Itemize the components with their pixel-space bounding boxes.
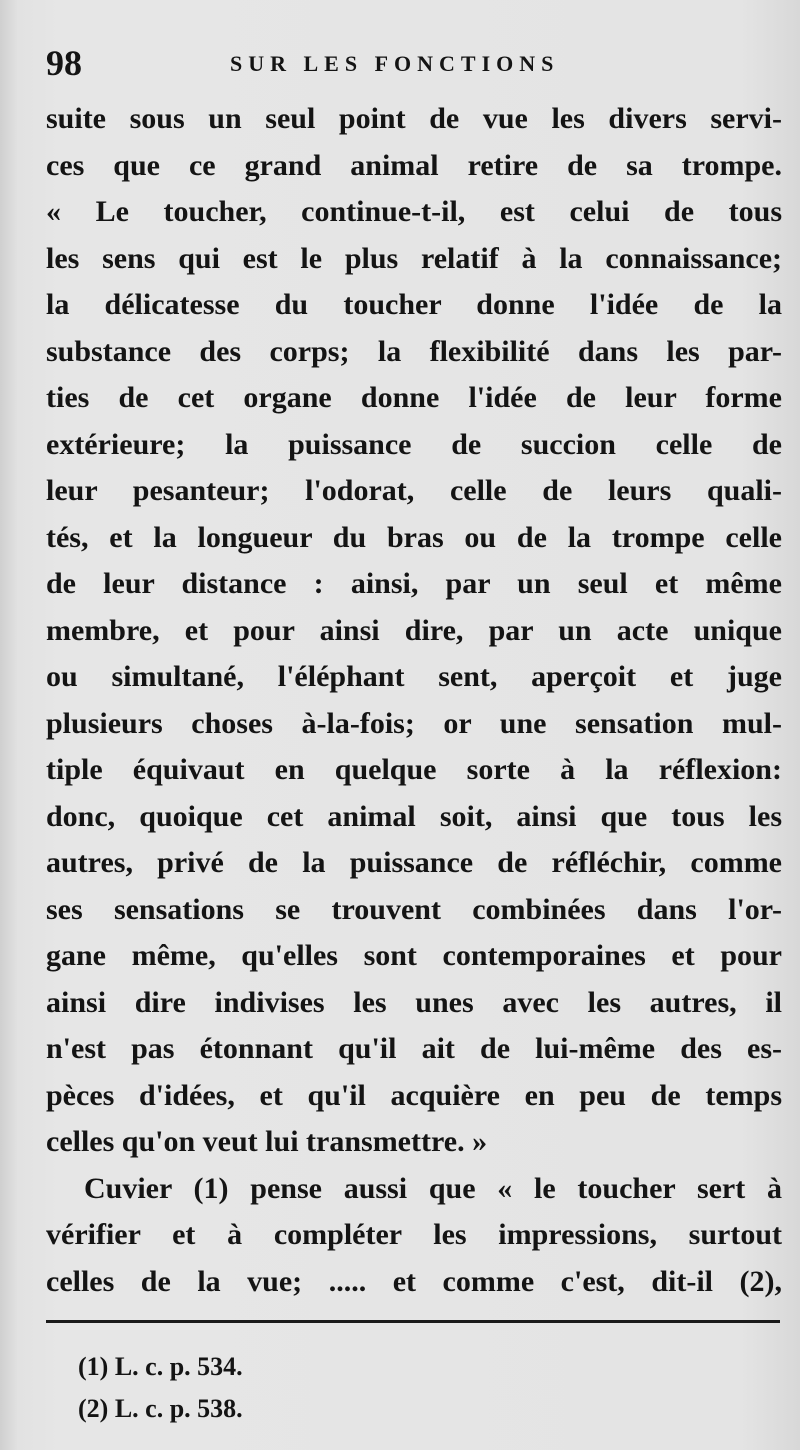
text-line: plusieurs choses à-la-fois; or une sensation mul- (46, 706, 782, 740)
text-line: celles de la vue; ..... et comme c'est, dit-il (2), (46, 1264, 782, 1298)
footnote: (1) L. c. p. 534. (78, 1352, 243, 1381)
text-line: membre, et pour ainsi dire, par un acte unique (46, 613, 782, 647)
page-header (46, 40, 780, 90)
footnote-rule (46, 1320, 780, 1323)
running-head: SUR LES FONCTIONS (230, 51, 560, 76)
text-line: donc, quoique cet animal soit, ainsi que tous les (46, 799, 782, 833)
text-line: extérieure; la puissance de succion celle de (46, 427, 782, 461)
body-text (46, 96, 782, 1305)
text-line: ses sensations se trouvent combinées dans l'or- (46, 892, 782, 926)
text-line: substance des corps; la flexibilité dans les par- (46, 334, 782, 368)
text-line: tiple équivaut en quelque sorte à la réflexion: (46, 753, 782, 786)
text-line: « Le toucher, continue-t-il, est celui de tous (46, 195, 782, 228)
text-line: leur pesanteur; l'odorat, celle de leurs quali- (46, 474, 782, 507)
footnotes (78, 1346, 758, 1430)
text-line: pèces d'idées, et qu'il acquière en peu de temps (46, 1078, 782, 1112)
text-line: celles qu'on veut lui transmettre. » (46, 1125, 488, 1158)
text-line: les sens qui est le plus relatif à la connaissance; (46, 241, 782, 275)
text-line: autres, privé de la puissance de réfléchir, comme (46, 846, 782, 879)
text-line: vérifier et à compléter les impressions, surtout (46, 1218, 782, 1251)
footnote: (2) L. c. p. 538. (78, 1394, 243, 1423)
text-line: la délicatesse du toucher donne l'idée de la (46, 288, 782, 321)
text-line: suite sous un seul point de vue les divers servi- (46, 102, 782, 135)
text-line: n'est pas étonnant qu'il ait de lui-même des es- (46, 1032, 782, 1065)
text-line: Cuvier (1) pense aussi que « le toucher sert à (84, 1171, 782, 1205)
text-line: ou simultané, l'éléphant sent, aperçoit et juge (46, 660, 782, 693)
text-line: tés, et la longueur du bras ou de la trompe celle (46, 520, 782, 554)
text-line: ainsi dire indivises les unes avec les autres, il (46, 985, 782, 1019)
text-line: ties de cet organe donne l'idée de leur forme (46, 381, 782, 414)
text-line: de leur distance : ainsi, par un seul et même (46, 567, 782, 600)
page-number: 98 (46, 43, 82, 83)
text-line: gane même, qu'elles sont contemporaines et pour (46, 939, 782, 972)
text-line: ces que ce grand animal retire de sa trompe. (46, 148, 782, 182)
